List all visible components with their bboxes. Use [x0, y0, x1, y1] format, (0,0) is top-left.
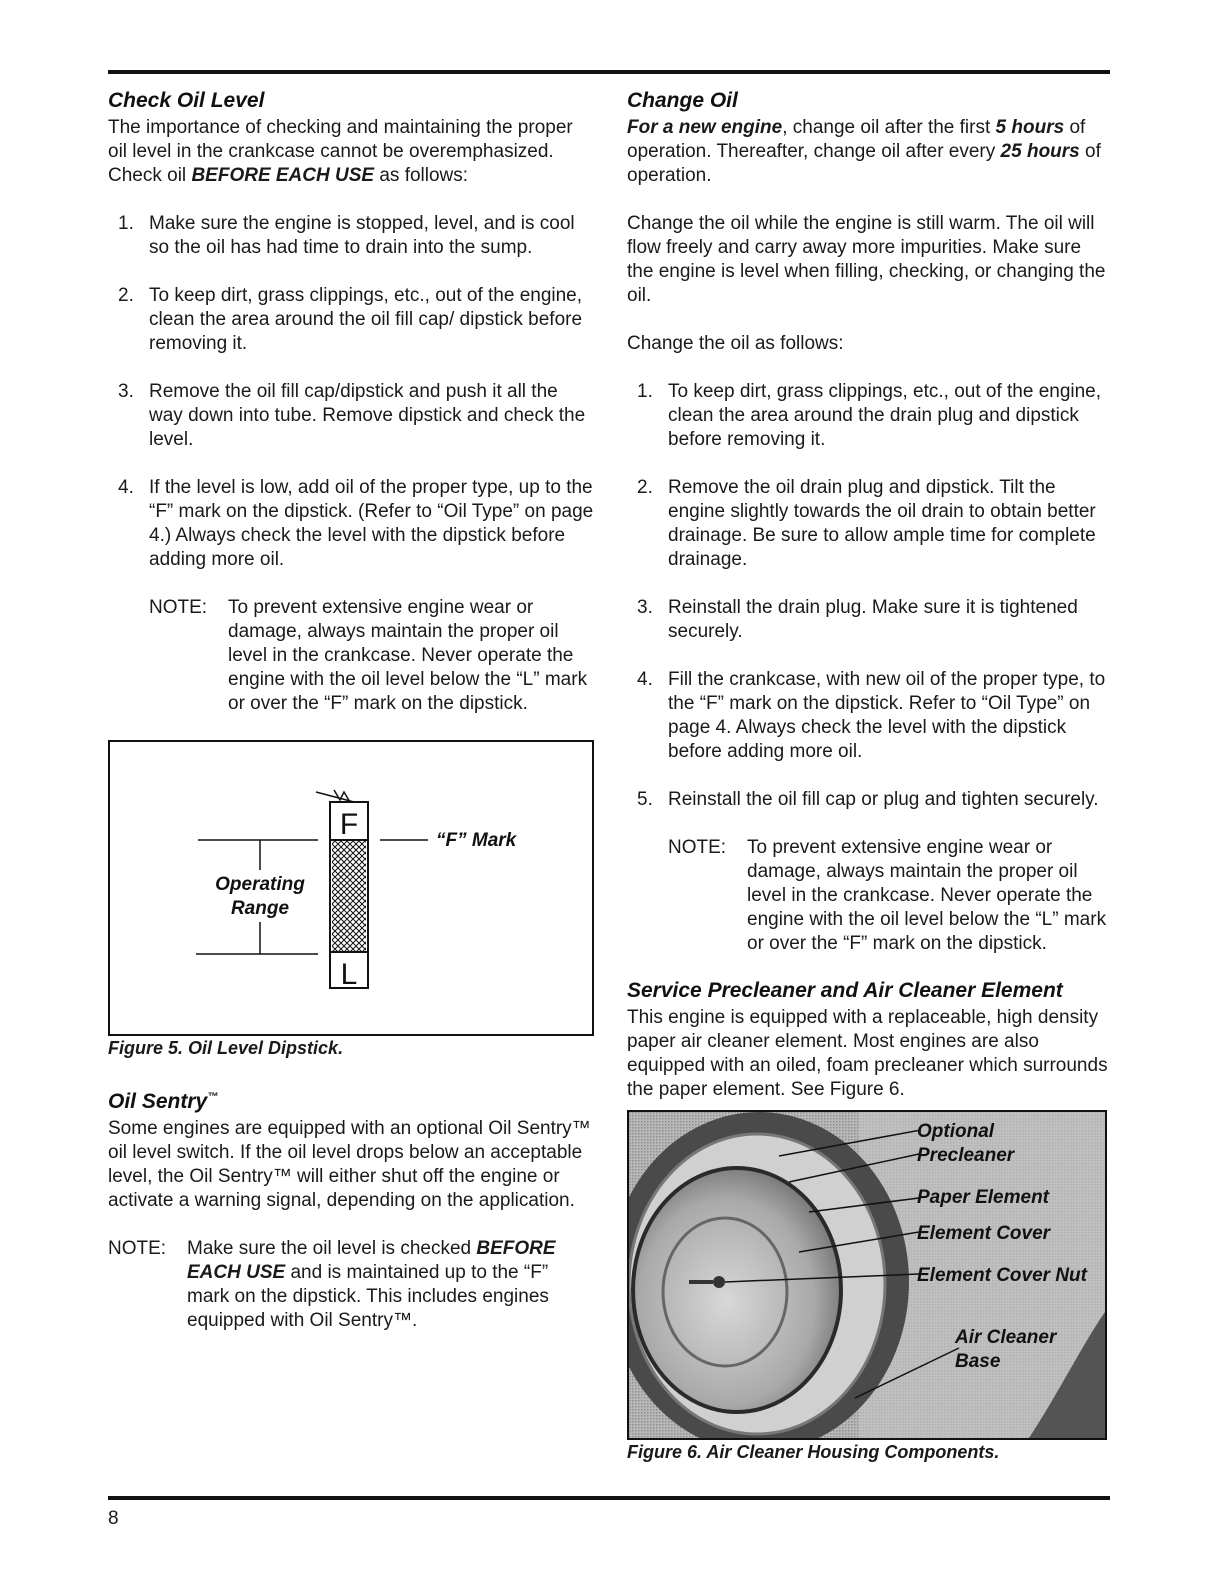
bottom-rule: [108, 1496, 1110, 1500]
l-letter: L: [340, 958, 358, 991]
check-oil-heading: Check Oil Level: [108, 89, 265, 112]
optional-label: Optional: [917, 1121, 995, 1142]
list-item: 3. Remove the oil fill cap/dipstick and push it all the way down into tube. Remove dipstick and check the level.: [118, 381, 586, 450]
list-item: 2. Remove the oil drain plug and dipstick. Tilt the engine slightly towards the oil drain to obtain better drainage. Be sure to allow ample time for complete drainage.: [637, 477, 1096, 570]
list-item: 4. If the level is low, add oil of the proper type, up to the “F” mark on the dipstick. (Refer to “Oil Type” on page 4.) Always check the level with the dipstick before adding more oil.: [118, 477, 594, 570]
oil-sentry-heading: Oil Sentry™: [108, 1090, 219, 1113]
left-column: [108, 86, 594, 1357]
figure-6-caption: Figure 6. Air Cleaner Housing Components.: [627, 1442, 1000, 1462]
element-cover-nut: [713, 1276, 725, 1288]
service-heading: Service Precleaner and Air Cleaner Element: [627, 979, 1063, 1002]
operating-range-hatch: [332, 840, 366, 952]
paper-element-label: Paper Element: [917, 1187, 1049, 1208]
check-oil-intro: The importance of checking and maintaining the proper oil level in the crankcase cannot be overemphasized. Check oil BEFORE EACH USE as follows:: [108, 117, 573, 186]
change-oil-intro: For a new engine, change oil after the first 5 hours of operation. Thereafter, change oil after every 25 hours of operation.: [627, 117, 1101, 186]
oil-level-dipstick-figure: [108, 740, 594, 1036]
before-each-use-emphasis: BEFORE EACH USE: [191, 165, 375, 186]
air-cleaner-label: Air Cleaner: [955, 1327, 1057, 1348]
oil-sentry-note: NOTE: Make sure the oil level is checked BEFORE EACH USE and is maintained up to the “F” mark on the dipstick. This includes engines equipped with Oil Sentry™.: [108, 1238, 556, 1331]
f-letter: F: [339, 808, 359, 841]
operating-label: Operating: [215, 874, 305, 895]
top-rule: [108, 70, 1110, 74]
element-cover-nut-label: Element Cover Nut: [917, 1265, 1087, 1286]
oil-sentry-text: Some engines are equipped with an optional Oil Sentry™ oil level switch. If the oil level drops below an acceptable level, the Oil Sentry™ will either shut off the engine or activate a warning signal, depending on the application.: [108, 1118, 591, 1211]
list-item: 5. Reinstall the oil fill cap or plug and tighten securely.: [637, 789, 1099, 810]
change-oil-as-follows: Change the oil as follows:: [627, 333, 844, 354]
list-item: 2. To keep dirt, grass clippings, etc., out of the engine, clean the area around the oil fill cap/ dipstick before removing it.: [118, 285, 583, 354]
air-cleaner-photo: [627, 1110, 1107, 1440]
list-item: 1. To keep dirt, grass clippings, etc., out of the engine, clean the area around the drain plug and dipstick before removing it.: [637, 381, 1102, 450]
list-item: 1. Make sure the engine is stopped, level, and is cool so the oil has had time to drain into the sump.: [118, 213, 575, 258]
range-label: Range: [230, 898, 290, 919]
check-oil-steps: [108, 212, 594, 572]
list-item: 4. Fill the crankcase, with new oil of the proper type, to the “F” mark on the dipstick. Refer to “Oil Type” on page 4. Always check the level with the dipstick before adding more oil.: [637, 669, 1106, 762]
right-column: [627, 86, 1112, 1464]
figure-5-caption: Figure 5. Oil Level Dipstick.: [108, 1038, 344, 1058]
service-text: This engine is equipped with a replaceable, high density paper air cleaner element. Most engines are also equipped with an oiled, foam precleaner which surrounds the paper element. See Figure 6.: [627, 1007, 1108, 1100]
dipstick-diagram: [110, 742, 592, 1034]
change-oil-warm-text: Change the oil while the engine is still warm. The oil will flow freely and carry away more impurities. Make sure the engine is level when filling, checking, or changing the oil.: [627, 213, 1106, 306]
list-item: 3. Reinstall the drain plug. Make sure it is tightened securely.: [637, 597, 1078, 642]
precleaner-label: Precleaner: [917, 1145, 1015, 1166]
change-oil-note: NOTE: To prevent extensive engine wear or damage, always maintain the proper oil level in the crankcase. Never operate the engine with the oil level below the “L” mark or over the “F” mark on the dipstick.: [668, 837, 1107, 954]
page-number: 8: [108, 1508, 119, 1529]
check-oil-note: NOTE: To prevent extensive engine wear or damage, always maintain the proper oil level in the crankcase. Never operate the engine with the oil level below the “L” mark or over the “F” mark on the dipstick.: [149, 597, 588, 714]
change-oil-heading: Change Oil: [627, 89, 738, 112]
f-mark-label: “F” Mark: [436, 830, 517, 851]
base-label: Base: [955, 1351, 1001, 1372]
element-cover-label: Element Cover: [917, 1223, 1051, 1244]
change-oil-steps: [627, 380, 1112, 812]
